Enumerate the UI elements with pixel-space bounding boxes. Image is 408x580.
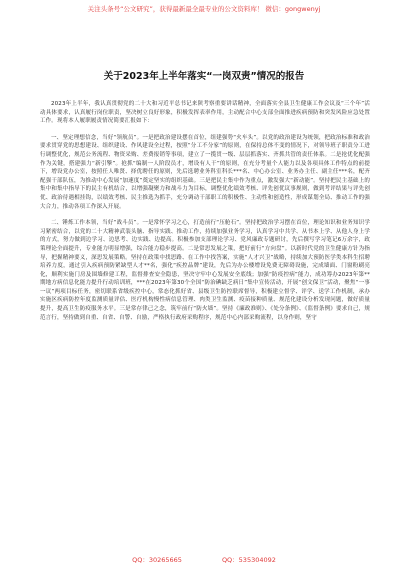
footer-qq: QQ：30265665 bbox=[132, 556, 182, 564]
footer-contacts bbox=[0, 555, 408, 564]
document-body bbox=[40, 100, 370, 330]
footer-qq-group: QQ：535304092 bbox=[221, 556, 276, 564]
section-two-paragraph: 二、锤炼工作本领，当好“战斗员”。一是常怀学习之心，打造前行“压舱石”。坚持把政治学习摆在首位，理论知识和业务知识学习紧密结合，以党的二十大精神武装头脑、指导实践、推动工作，持续加强业务学习，认真学习中共学、从书本上学、从他人身上学的方式，努力做到边学习、边思考、边实践、边提高。积极参加支部理论学习、党风廉政专题研讨，先后撰写学习笔记6万余字，政策理论全面提升，专业能力明显增强，综合能力稳步提高。二是常思发展之策，把好前行“方向盘”。以新时代党的卫生健康方针为指导，把握精神要义，深思发展策略。坚持在政策中找思路、在工作中找答案，实施“人才兴卫”战略，持续加大预防医学类本科生招聘培养力度，通过引入疾病预防紧缺型人才**名，强化“疾控品牌”建设，先后为办公楼增设免费无障碍设施，完成墙面、门窗粉刷亮化，顺利实施门房及围墙修建工程，监督排查安全隐患，坚决守牢中心发展安全底线；加强“防疫控病”能力，成功筹办2023年第**期地方病信息化能力提升行动培训班，***在2023年第30个全国“防治碘缺乏病日”集中宣传活动，开展“创文保卫”活动，聚焦“一事一议”两项目标任务，密切联系省级疾控中心，常态化抓好省、县级卫生防控联席督导，积极建立督学、评学、送学工作机制，承办实施区疾病防控年度监测质量评估、医疗机构慢性病信息管理、肉类卫生监测、疫苗接种质量、规范化建设分析发现问题，做好质量提升，提高卫生防疫服务水平。三是常存律己之念，筑牢前行“防火墙”。坚持《廉政准则》、《处分条例》、《监督条例》要求自己，规范言行，坚持做到自重、自省、自警、自励，严格执行政府采购程序，规范中心内部采购流程，以身作则，坚守 bbox=[40, 220, 370, 321]
top-promo-banner: 关注头条号“公文研究”，获得最新最全最专业的公文资料库！ 微信：gongwenyj bbox=[87, 5, 321, 13]
section-one-paragraph: 一、坚定理想信念，当好“领航员”。一是把政治建设摆在首位，组建强势“火车头”。以党的政治建设为统领，把政治标准和政治要求贯穿党的思想建设、组织建设、作风建设全过程，按照“分工不分家”的原则，在保持总体不变的情况下，对领导班子职责分工进行调整优化，规范公务流程、物资采购、差费报销等事项，建立了一揽贯一级、层层抓落实、齐抓共管的责任体系。二是抢优化配强作为关键，搭建强力“新引擎”。抢抓“编制一人阶段员才，增设有人干”的原则，在充分考量个人能力以及各项具体工作特点的前提下，增设党办公室，按照任人唯贤、择优聘任的原则，先后选聘业务科室科长***名、中心办公室、业务办主任、副主任***名，配齐配强干部队伍，为推动中心发展“加速度”奠定坚实的组织基础。三是把民主集中作为重点，激发强大“新动能”。坚持把民主基础上的集中和集中指导下的民主有机结合，以增强凝聚力和战斗力为目标，调整优化绩效考核、评先创优议事规则，做到考评结果与评先创优、政治待遇相挂钩，以绩效考核、民主推选为抓手，充分调动干部职工的积极性、主动性和创造性，形成谋划全局、推动工作的强大合力，推动各项工作深入开展。 bbox=[40, 134, 370, 210]
document-title: 关于2023年上半年落实“一岗双责”情况的报告 bbox=[103, 71, 305, 82]
intro-paragraph: 2023年上半年，我认真贯彻党的二十大和习近平总书记来陕考察重要讲话精神，全面落实全县卫生健康工作会议及“三个年”活动具体要求，认真履行岗位职责，坚决树立良好形象，积极发挥表率作用，主动配合中心支部全面推进疾病预防和突发风险应急处置工作。现将本人履职履责情况简要汇报如下： bbox=[40, 101, 370, 125]
